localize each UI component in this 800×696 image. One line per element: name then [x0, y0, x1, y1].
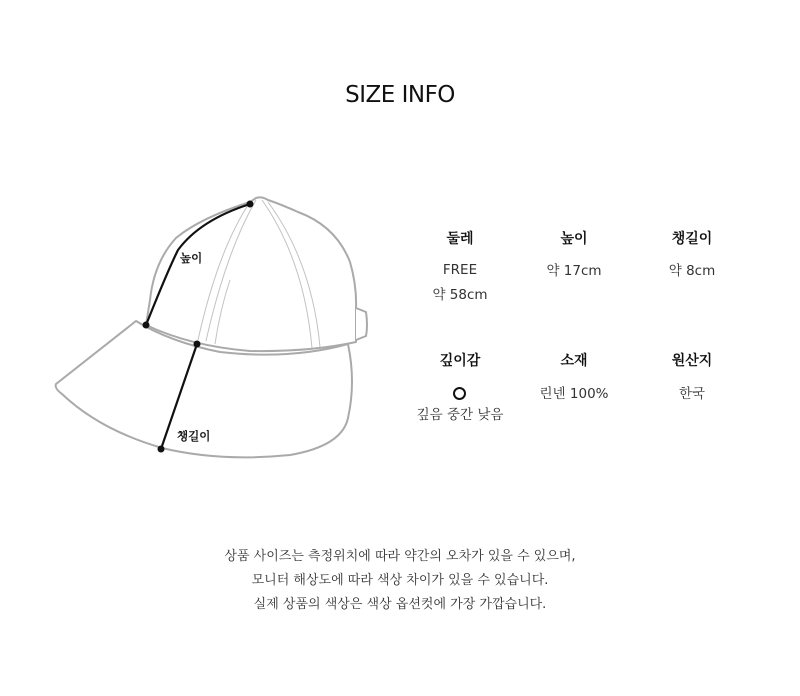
- spec-header-circumference: 둘레: [446, 231, 474, 247]
- spec-value-height: 약 17cm: [546, 263, 602, 279]
- note-line: 모니터 해상도에 따라 색상 차이가 있을 수 있습니다.: [251, 573, 549, 588]
- spec-value-origin: 한국: [678, 386, 706, 402]
- brim-label: 챙길이: [177, 429, 211, 443]
- spec-header-brim: 챙길이: [671, 231, 713, 247]
- spec-header-height: 높이: [560, 231, 588, 247]
- spec-value-circumference: [395, 258, 525, 308]
- spec-header-material: 소재: [560, 353, 588, 369]
- cap-crown-outline: [146, 197, 356, 351]
- measure-point: [247, 201, 254, 208]
- height-label: 높이: [180, 251, 203, 265]
- spec-header-origin: 원산지: [671, 353, 713, 369]
- spec-value-line: FREE: [442, 262, 478, 278]
- cap-strap-outline: [356, 308, 367, 340]
- depth-selected-marker: [453, 387, 466, 400]
- depth-scale: 깊음 중간 낮음: [416, 407, 504, 423]
- cap-diagram: [50, 190, 380, 480]
- size-notes: [0, 545, 800, 617]
- spec-header-depth: 깊이감: [439, 353, 481, 369]
- spec-value-brim: 약 8cm: [668, 263, 716, 279]
- note-line: 상품 사이즈는 측정위치에 따라 약간의 오차가 있을 수 있으며,: [224, 549, 576, 564]
- measure-point: [158, 446, 165, 453]
- page-title: SIZE INFO: [345, 82, 455, 108]
- spec-value-line: 약 58cm: [432, 287, 488, 303]
- note-line: 실제 상품의 색상은 색상 옵션컷에 가장 가깝습니다.: [253, 597, 547, 612]
- spec-value-material: 린넨 100%: [539, 386, 609, 402]
- measure-point: [194, 341, 201, 348]
- measure-point: [143, 322, 150, 329]
